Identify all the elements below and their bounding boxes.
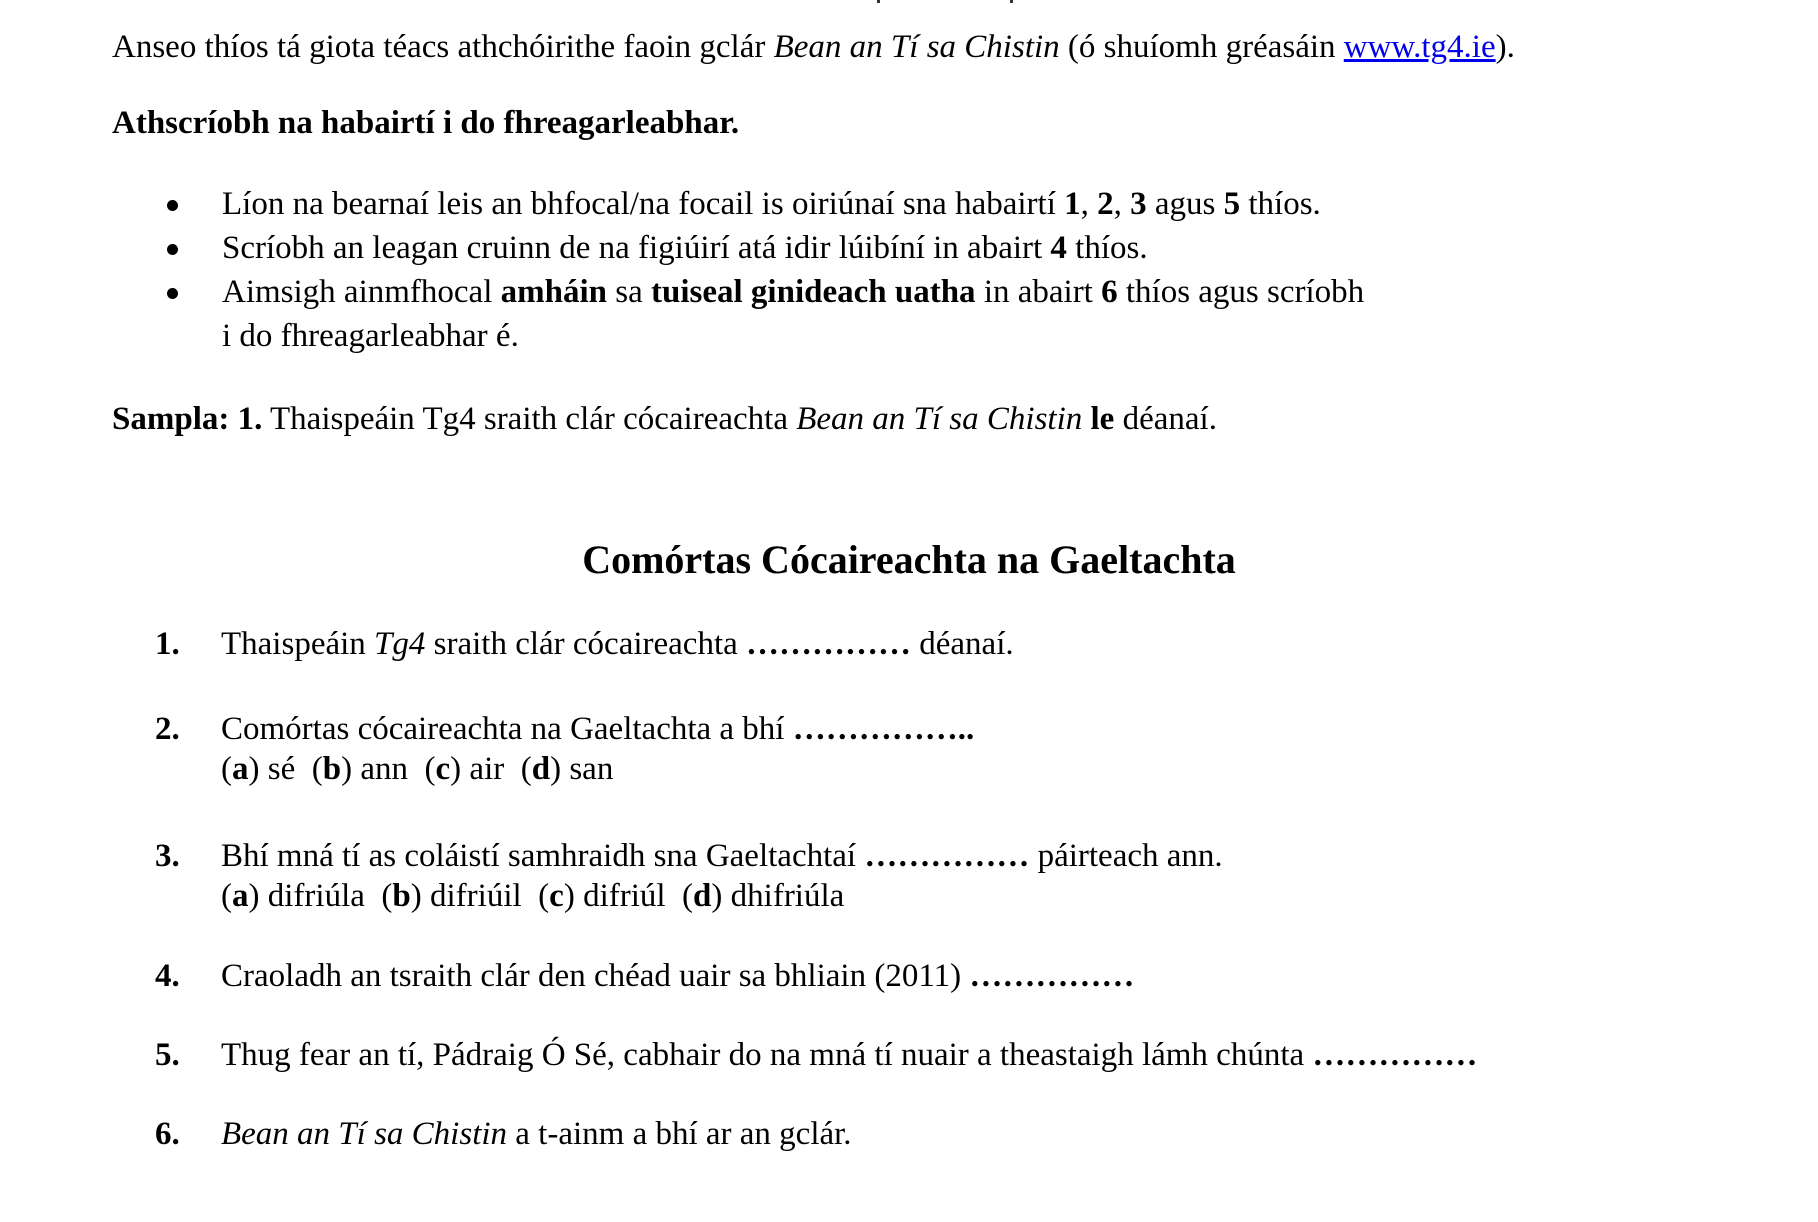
answer-options: (a) difriúla (b) difriúil (c) difriúl (d) dhifriúla [221, 877, 845, 914]
text: Bhí mná tí as coláistí samhraidh sna Gaeltachtaí [221, 838, 865, 874]
text: Thug fear an tí, Pádraig Ó Sé, cabhair do na mná tí nuair a theastaigh lámh chúnta [221, 1037, 1313, 1073]
text: thíos. [1240, 186, 1321, 222]
program-title: Bean an Tí sa Chistin [773, 29, 1060, 65]
option-letter: c [549, 877, 564, 914]
clipped-text-fragment [877, 0, 880, 3]
question-2 [155, 710, 974, 789]
sentence-number: 2 [1097, 186, 1114, 222]
text: , [1080, 186, 1098, 222]
program-title: Bean an Tí sa Chistin [221, 1116, 508, 1152]
text: thíos agus scríobh [1117, 274, 1365, 310]
option-word: ann [360, 750, 409, 787]
option-letter: d [531, 750, 551, 787]
text: sraith clár cócaireachta [425, 626, 747, 662]
sentence-number: 1 [1064, 186, 1081, 222]
answer-options: (a) sé (b) ann (c) air (d) san [221, 750, 614, 787]
instruction-list [165, 182, 1364, 358]
sentence-number: 5 [1223, 186, 1241, 222]
text: sa [607, 274, 651, 310]
question-number: 1. [155, 626, 180, 662]
sample-text-before: Thaispeáin Tg4 sraith clár cócaireachta [262, 401, 797, 437]
instruction-item [165, 270, 1364, 358]
text: déanaí. [911, 626, 1014, 662]
instruction-item [165, 226, 1364, 270]
option-word: sé [267, 750, 296, 787]
sample-sentence [112, 400, 1217, 440]
question-4 [155, 957, 1134, 997]
bullet-icon [167, 244, 178, 255]
program-title: Bean an Tí sa Chistin [796, 401, 1083, 437]
question-3 [155, 837, 1223, 916]
tg4-link[interactable]: www.tg4.ie [1343, 29, 1496, 65]
instruction-item [165, 182, 1364, 226]
intro-paragraph [112, 28, 1515, 68]
option-letter: a [232, 750, 249, 787]
intro-text-after: ). [1495, 29, 1515, 65]
option-word: san [569, 750, 614, 787]
option-letter: c [435, 750, 451, 787]
text: Líon na bearnaí leis an bhfocal/na focail is oiriúnaí sna habairtí [222, 186, 1065, 222]
question-5 [155, 1036, 1477, 1076]
bullet-icon [167, 288, 178, 299]
text: páirteach ann. [1029, 838, 1223, 874]
text: Craoladh an tsraith clár den chéad uair sa bhliain (2011) [221, 958, 970, 994]
option-word: difriúl [583, 877, 666, 914]
option-letter: b [392, 877, 411, 914]
sentence-number: 3 [1130, 186, 1147, 222]
instruction-heading: Athscríobh na habairtí i do fhreagarleabhar. [112, 105, 740, 141]
text: Thaispeáin [221, 626, 375, 662]
text: a t-ainm a bhí ar an gclár. [507, 1116, 852, 1152]
text: Scríobh an leagan cruinn de na figiúirí atá idir lúibíní in abairt [222, 230, 1051, 266]
text: Comórtas cócaireachta na Gaeltachta a bhí [221, 711, 793, 747]
option-letter: a [232, 877, 249, 914]
text: thíos. [1066, 230, 1148, 266]
question-number: 6. [155, 1116, 180, 1152]
section-title: Comórtas Cócaireachta na Gaeltachta [582, 537, 1236, 582]
sentence-number: 4 [1050, 230, 1067, 266]
text: agus [1146, 186, 1224, 222]
instruction-continuation: i do fhreagarleabhar é. [222, 318, 519, 354]
answer-blank: …………… [969, 958, 1135, 994]
sample-label: Sampla: 1. [112, 401, 263, 437]
sentence-number: 6 [1101, 274, 1118, 310]
channel-name: Tg4 [374, 626, 426, 662]
question-number: 2. [155, 711, 180, 747]
answer-blank: …………….. [792, 711, 975, 747]
emphasis: tuiseal ginideach uatha [651, 274, 976, 310]
text: Aimsigh ainmfhocal [222, 274, 501, 310]
emphasis: amháin [500, 274, 607, 310]
option-letter: d [693, 877, 712, 914]
intro-text-before: Anseo thíos tá giota téacs athchóirithe faoin gclár [112, 29, 774, 65]
option-word: difriúla [267, 877, 365, 914]
clipped-text-fragment [1010, 0, 1013, 3]
option-word: difriúil [430, 877, 522, 914]
option-letter: b [322, 750, 342, 787]
answer-blank: …………… [1312, 1037, 1478, 1073]
sample-text-after: déanaí. [1114, 401, 1217, 437]
question-number: 5. [155, 1037, 180, 1073]
text: in abairt [975, 274, 1102, 310]
question-1 [155, 625, 1014, 665]
question-number: 3. [155, 838, 180, 874]
question-number: 4. [155, 958, 180, 994]
text: , [1113, 186, 1131, 222]
question-6 [155, 1115, 852, 1155]
bullet-icon [167, 200, 178, 211]
answer-blank: …………… [864, 838, 1030, 874]
intro-text-middle: (ó shuíomh gréasáin [1059, 29, 1344, 65]
option-word: air [469, 750, 505, 787]
answer-blank: …………… [746, 626, 912, 662]
option-word: dhifriúla [730, 877, 845, 914]
sample-answer: le [1090, 401, 1115, 437]
